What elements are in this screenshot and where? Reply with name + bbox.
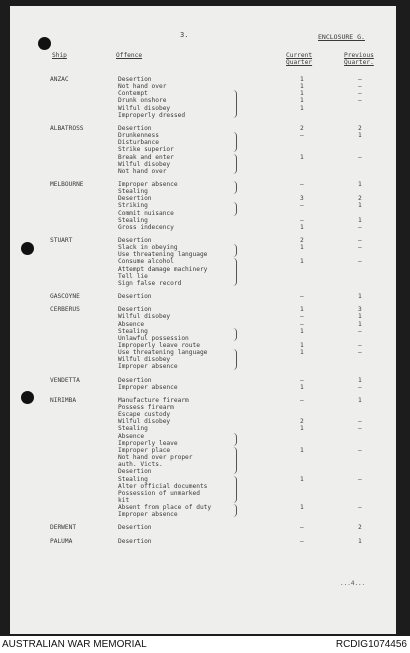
ship-name: CERBERUS [50,306,80,314]
document-paper [10,6,396,634]
current-quarter-value: 1 [300,97,304,105]
offence-text: Sign false record [118,279,182,287]
offence-text: Desertion [118,468,152,476]
offence-text: Stealing [118,475,148,483]
previous-quarter-value: 1 [358,313,362,321]
offence-text: Desertion [118,293,152,301]
ship-name: DERWENT [50,524,77,532]
previous-quarter-value: – [358,97,362,105]
offence-text: Not hand over [118,167,167,175]
current-quarter-value: 1 [300,383,304,391]
grouping-brace [232,154,237,174]
offence-text: Wilful disobey [118,356,171,364]
current-quarter-value: 1 [300,475,304,483]
offence-text: Consume alcohol [118,258,174,266]
offence-text: Stealing [118,188,148,196]
ship-name: VENDETTA [50,376,80,384]
previous-quarter-value: – [358,446,362,454]
archive-footer [0,636,410,653]
ship-name: STUART [50,237,73,244]
offence-text: Desertion [118,124,152,132]
offence-text: Wilful disobey [118,104,171,112]
offence-text: Stealing [118,327,148,335]
current-quarter-value: 1 [300,76,304,83]
offence-text: Improperly dressed [118,111,186,119]
ship-name: PALUMA [50,537,73,545]
offence-text: Unlawful possession [118,334,189,342]
offence-text: Not hand over [118,83,167,91]
current-quarter-value: – [300,132,304,140]
grouping-brace [232,202,237,215]
previous-quarter-value: – [358,383,362,391]
previous-quarter-value: – [358,244,362,252]
current-quarter-value: – [300,216,304,224]
offence-text: Absence [118,320,145,328]
offence-text: Wilful disobey [118,418,171,426]
offence-text: Desertion [118,237,152,244]
current-quarter-value: 1 [300,446,304,454]
offence-text: Use threatening language [118,251,208,259]
current-quarter-value: 1 [300,244,304,252]
punch-hole [21,391,34,404]
punch-hole [38,37,51,50]
previous-quarter-value: 1 [358,216,362,224]
page-number: 3. [180,31,189,39]
page-end-mark: ...4... [340,580,366,587]
previous-quarter-value: 2 [358,524,362,532]
current-quarter-value: 1 [300,327,304,335]
current-quarter-value: 2 [300,124,304,132]
previous-quarter-value: – [358,76,362,83]
ship-name: NIRIMBA [50,396,77,404]
current-quarter-value: 1 [300,306,304,314]
offence-text: Absent from place of duty [118,504,212,512]
current-quarter-value: – [300,524,304,532]
previous-quarter-value: – [358,83,362,91]
offence-text: Strike superior [118,146,174,154]
offence-text: Gross indecency [118,223,174,231]
current-quarter-value: 1 [300,104,304,112]
offence-text: Break and enter [118,153,174,161]
previous-quarter-value: 1 [358,132,362,140]
previous-quarter-value: 1 [358,376,362,384]
current-quarter-value: 1 [300,153,304,161]
previous-quarter-value: – [358,223,362,231]
grouping-brace [232,433,237,446]
ship-name: ANZAC [50,76,69,83]
offence-text: Possession of unmarked [118,489,200,497]
previous-quarter-value: 1 [358,180,362,188]
grouping-brace [232,90,237,118]
offence-text: Drunkenness [118,132,159,140]
current-quarter-value: 2 [300,418,304,426]
current-quarter-value: – [300,180,304,188]
offence-text: Desertion [118,195,152,203]
current-quarter-value: – [300,313,304,321]
grouping-brace [232,132,237,152]
previous-quarter-value: – [358,258,362,266]
offence-text: Improperly leave [118,439,178,447]
previous-quarter-value: 2 [358,124,362,132]
previous-quarter-value: – [358,425,362,433]
offence-text: Contempt [118,90,148,98]
archive-name: AUSTRALIAN WAR MEMORIAL [2,639,147,650]
grouping-brace [232,258,237,286]
current-quarter-value: – [300,293,304,301]
grouping-brace [232,181,237,194]
offence-text: Absence [118,432,145,440]
column-header-current-quarter: Current Quarter [286,52,313,66]
previous-quarter-value: – [358,153,362,161]
offence-text: Not hand over proper [118,454,193,462]
archive-id: RCDIG1074456 [335,639,407,650]
offence-text: Striking [118,202,148,210]
previous-quarter-value: 3 [358,306,362,314]
offence-text: Improper absence [118,180,178,188]
previous-quarter-value: 1 [358,537,362,545]
previous-quarter-value: – [358,475,362,483]
current-quarter-value: – [300,320,304,328]
offence-text: Drunk onshore [118,97,167,105]
offence-text: Escape custody [118,411,171,419]
enclosure-label: ENCLOSURE G. [318,33,365,41]
offence-text: Stealing [118,216,148,224]
current-quarter-value: 3 [300,195,304,203]
column-header-previous-quarter: Previous Quarter. [344,52,374,66]
current-quarter-value: 2 [300,237,304,244]
offence-text: Slack in obeying [118,244,178,252]
offence-text: auth. Victs. [118,461,163,469]
previous-quarter-value: – [358,90,362,98]
previous-quarter-value: – [358,327,362,335]
offence-text: Stealing [118,425,148,433]
previous-quarter-value: – [358,341,362,349]
current-quarter-value: – [300,396,304,404]
offence-text: Desertion [118,76,152,83]
offence-text: Desertion [118,524,152,532]
punch-hole [21,242,34,255]
column-header-ship: Ship [52,52,67,59]
current-quarter-value: – [300,376,304,384]
offence-text: Improperly leave route [118,341,200,349]
previous-quarter-value: – [358,418,362,426]
previous-quarter-value: 1 [358,320,362,328]
previous-quarter-value: 1 [358,396,362,404]
current-quarter-value: 1 [300,349,304,357]
current-quarter-value: – [300,202,304,210]
grouping-brace [232,349,237,369]
ship-name: GASCOYNE [50,293,80,301]
grouping-brace [232,447,237,475]
current-quarter-value: 1 [300,504,304,512]
offence-text: Possess firearm [118,404,174,411]
offence-text: Desertion [118,306,152,314]
grouping-brace [232,504,237,517]
offence-text: Desertion [118,537,152,545]
current-quarter-value: 1 [300,341,304,349]
current-quarter-value: 1 [300,90,304,98]
offence-text: Use threatening language [118,349,208,357]
offence-text: Improper absence [118,383,178,391]
current-quarter-value: 1 [300,83,304,91]
previous-quarter-value: – [358,349,362,357]
offence-text: Attempt damage machinery [118,265,208,273]
offence-text: Manufacture firearm [118,396,189,404]
offence-text: Improper absence [118,511,178,519]
previous-quarter-value: 1 [358,293,362,301]
offence-text: Improper absence [118,363,178,371]
grouping-brace [232,244,237,257]
current-quarter-value: 1 [300,258,304,266]
current-quarter-value: – [300,537,304,545]
offence-text: Tell lie [118,272,148,280]
previous-quarter-value: 1 [358,202,362,210]
offence-text: Wilful disobey [118,313,171,321]
offence-text: kit [118,496,130,504]
offence-text: Alter official documents [118,482,208,490]
column-header-offence: Offence [116,52,143,59]
grouping-brace [232,328,237,341]
offence-text: Commit nuisance [118,209,174,217]
previous-quarter-value: 2 [358,195,362,203]
previous-quarter-value: – [358,237,362,244]
grouping-brace [232,476,237,504]
ship-name: MELBOURNE [50,180,84,188]
offence-text: Desertion [118,376,152,384]
ship-name: ALBATROSS [50,124,84,132]
previous-quarter-value: – [358,504,362,512]
current-quarter-value: 1 [300,425,304,433]
offence-text: Wilful disobey [118,160,171,168]
current-quarter-value: 1 [300,223,304,231]
offence-text: Disturbance [118,139,159,147]
offence-text: Improper place [118,446,171,454]
